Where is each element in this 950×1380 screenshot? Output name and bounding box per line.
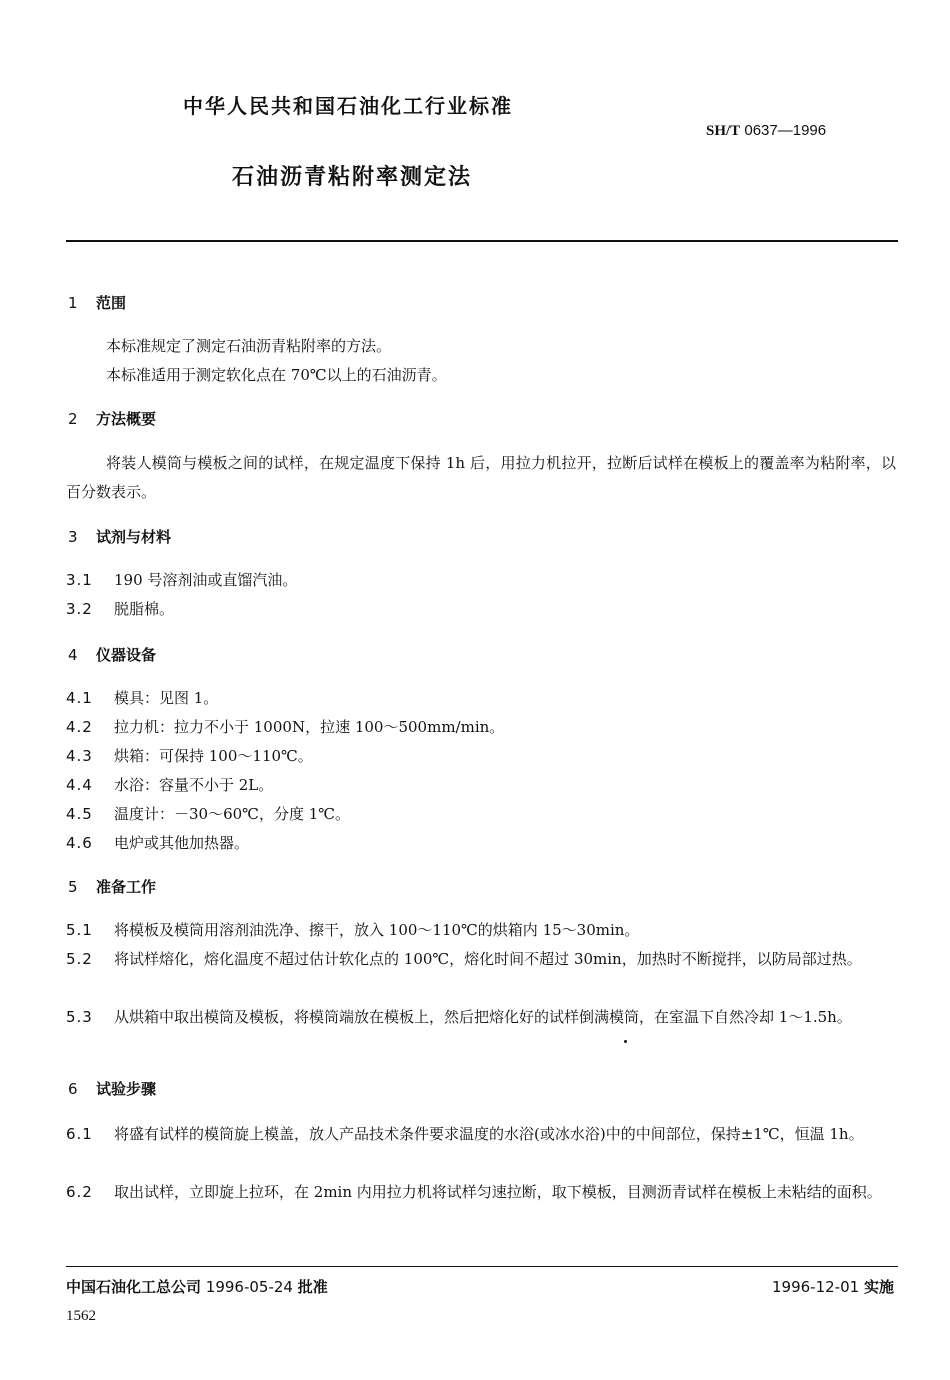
- section-5-heading: [68, 876, 156, 897]
- item-4-1: [66, 684, 218, 713]
- section-1-para-2: 本标准适用于测定软化点在 70℃以上的石油沥青。: [106, 366, 447, 384]
- section-5-number: 5: [68, 878, 78, 896]
- item-4-3-number: 4.3: [66, 747, 93, 765]
- item-6-2-text: 取出试样，立即旋上拉环，在 2min 内用拉力机将试样匀速拉断，取下模板，目测沥青试样在模板上未粘结的面积。: [114, 1183, 882, 1201]
- item-5-3-text: 从烘箱中取出模筒及模板，将模筒端放在模板上，然后把熔化好的试样倒满模筒，在室温下自然冷却 1～1.5h。: [114, 1008, 852, 1026]
- approving-organization: 中国石油化工总公司: [66, 1278, 202, 1296]
- section-1-para-1: 本标准规定了测定石油沥青粘附率的方法。: [106, 337, 392, 355]
- item-3-1-text: 190 号溶剂油或直馏汽油。: [114, 571, 298, 589]
- section-5-title: 准备工作: [96, 878, 157, 896]
- standard-code-prefix: SH/T: [706, 123, 741, 139]
- item-5-1-text: 将模板及模筒用溶剂油洗净、擦干，放入 100～110℃的烘箱内 15～30min。: [114, 921, 640, 939]
- effective-line: [772, 1276, 894, 1297]
- header-divider: [66, 240, 898, 242]
- item-5-2-text: 将试样熔化，熔化温度不超过估计软化点的 100℃，熔化时间不超过 30min，加热时不断搅拌，以防局部过热。: [114, 950, 862, 968]
- item-4-3-text: 烘箱：可保持 100～110℃。: [114, 747, 313, 765]
- section-6-heading: [68, 1078, 156, 1099]
- section-6-number: 6: [68, 1080, 78, 1098]
- item-4-4: [66, 771, 273, 800]
- item-4-1-number: 4.1: [66, 689, 93, 707]
- document-title: 石油沥青粘附率测定法: [232, 165, 473, 190]
- standard-code-number: 0637—1996: [744, 122, 827, 139]
- effective-date: 1996-12-01: [772, 1278, 860, 1296]
- section-1-heading: [68, 292, 126, 313]
- section-3-title: 试剂与材料: [96, 528, 172, 546]
- standard-code: [706, 122, 826, 140]
- item-5-2: [66, 945, 896, 974]
- approval-word: 批准: [297, 1278, 328, 1296]
- section-2-title: 方法概要: [96, 410, 157, 428]
- item-4-4-text: 水浴：容量不小于 2L。: [114, 776, 274, 794]
- section-4-title: 仪器设备: [96, 646, 157, 664]
- item-3-2-text: 脱脂棉。: [114, 600, 175, 618]
- item-3-2-number: 3.2: [66, 600, 93, 618]
- item-5-3-number: 5.3: [66, 1008, 93, 1026]
- item-6-1: [66, 1120, 896, 1149]
- item-4-2: [66, 713, 504, 742]
- item-4-5-text: 温度计：－30～60℃，分度 1℃。: [114, 805, 351, 823]
- item-5-3: [66, 1003, 896, 1032]
- item-5-2-number: 5.2: [66, 950, 93, 968]
- item-4-3: [66, 742, 313, 771]
- item-3-1-number: 3.1: [66, 571, 93, 589]
- page-number: 1562: [66, 1308, 96, 1324]
- section-6-title: 试验步骤: [96, 1080, 157, 1098]
- section-4-number: 4: [68, 646, 78, 664]
- section-4-heading: [68, 644, 156, 665]
- item-4-6-text: 电炉或其他加热器。: [114, 834, 250, 852]
- item-6-1-number: 6.1: [66, 1125, 93, 1143]
- section-2-para-1: 将装人模筒与模板之间的试样，在规定温度下保持 1h 后，用拉力机拉开，拉断后试样在模板上的覆盖率为粘附率，以百分数表示。: [66, 454, 896, 501]
- approval-line: [66, 1276, 328, 1297]
- item-4-2-number: 4.2: [66, 718, 93, 736]
- item-4-6-number: 4.6: [66, 834, 93, 852]
- issuing-organization: 中华人民共和国石油化工行业标准: [183, 94, 513, 118]
- stray-dot: [624, 1040, 627, 1043]
- item-3-2: [66, 595, 174, 624]
- section-1-title: 范围: [96, 294, 127, 312]
- footer-divider: [66, 1266, 898, 1267]
- item-5-1: [66, 916, 639, 945]
- item-4-4-number: 4.4: [66, 776, 93, 794]
- item-4-5-number: 4.5: [66, 805, 93, 823]
- item-4-1-text: 模具：见图 1。: [114, 689, 219, 707]
- item-5-1-number: 5.1: [66, 921, 93, 939]
- item-6-1-text: 将盛有试样的模筒旋上模盖，放人产品技术条件要求温度的水浴(或冰水浴)中的中间部位，保持±1℃，恒温 1h。: [114, 1125, 864, 1143]
- item-3-1: [66, 566, 297, 595]
- item-4-6: [66, 829, 249, 858]
- approval-date: 1996-05-24: [205, 1278, 293, 1296]
- section-3-heading: [68, 526, 171, 547]
- item-4-5: [66, 800, 350, 829]
- item-4-2-text: 拉力机：拉力不小于 1000N，拉速 100～500mm/min。: [114, 718, 505, 736]
- section-1-number: 1: [68, 294, 78, 312]
- section-3-number: 3: [68, 528, 78, 546]
- section-2-number: 2: [68, 410, 78, 428]
- effective-word: 实施: [863, 1278, 894, 1296]
- item-6-2: [66, 1178, 896, 1207]
- section-2-heading: [68, 408, 156, 429]
- item-6-2-number: 6.2: [66, 1183, 93, 1201]
